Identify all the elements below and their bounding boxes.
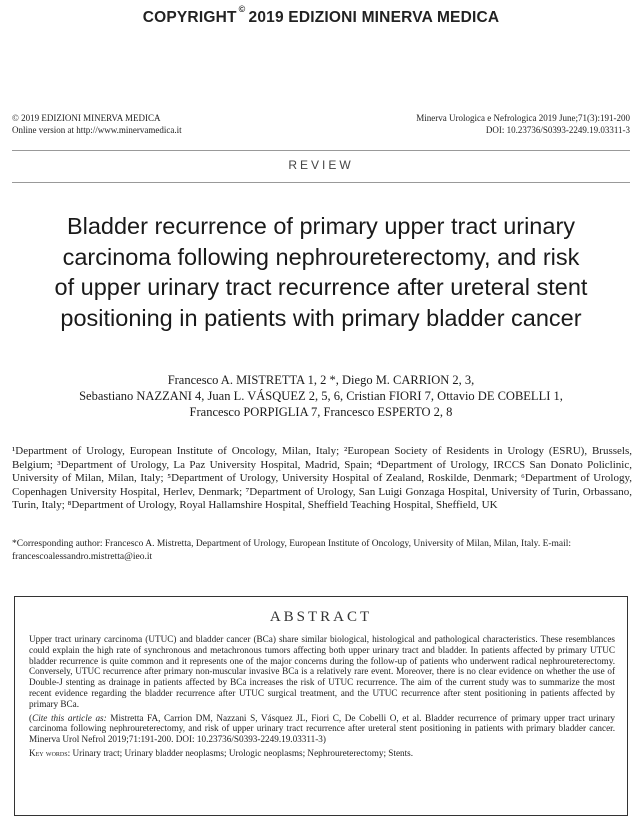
title-line: positioning in patients with primary bladder cancer (60, 304, 582, 331)
affiliations: ¹Department of Urology, European Institute of Oncology, Milan, Italy; ²European Society of Residents in Urology (ESRU), Brussels, Belgium; ³Department of Urology, La Paz University Hospital, Madrid, Spain; ⁴Department of Urology, IRCCS San Donato Policlinic, University of Milan, Milan, Italy; ⁵Department of Urology, University Hospital of Zealand, Roskilde, Denmark; ⁶Department of Urology, Copenhagen University Hospital, Herlev, Denmark; ⁷Department of Urology, San Luigi Gonzaga Hospital, University of Turin, Orbassano, Turin, Italy; ⁸Department of Urology, Royal Hallamshire Hospital, Sheffield Teaching Hospital, Sheffield, UK (12, 445, 632, 512)
copyright-banner (0, 4, 642, 27)
title-line: of upper urinary tract recurrence after ureteral stent (54, 274, 588, 300)
journal-citation: Minerva Urologica e Nefrologica 2019 June;71(3):191-200 (416, 113, 630, 123)
cite-label: Cite this article as: (32, 712, 107, 723)
author-line: Sebastiano NAZZANI 4, Juan L. VÁSQUEZ 2, 5, 6, Cristian FIORI 7, Ottavio DE COBELLI 1, (79, 389, 563, 403)
publisher-meta (12, 112, 182, 136)
article-title (20, 211, 622, 333)
doi: DOI: 10.23736/S0393-2249.19.03311-3 (485, 125, 630, 135)
abstract-text: Upper tract urinary carcinoma (UTUC) and bladder cancer (BCa) share similar biological, histological and pathological characteristics. These resemblances could explain the high rate of synchronous and metachronous tumors affecting both upper urinary tract and bladder. In patients affected by primary UTUC bladder recurrence is quite common and it represents one of the major concerns during the follow-up of patients who underwent radical nephroureterectomy. Conversely, UTUC recurrence after primary non-muscular invasive BCa is a relatively rare event. Moreover, there is no clear evidence on whether the use of Double-J stenting as drainage in patients affected by BCa increases the risk of UTUC recurrence. The aim of the current study was to summarize the most recent evidence regarding the bladder recurrence after UTUC surgical treatment, and the UTUC recurrence after stent positioning in patients affected by primary BCa. (29, 634, 615, 709)
banner-suffix: 2019 EDIZIONI MINERVA MEDICA (248, 9, 500, 27)
cite-text: Mistretta FA, Carrion DM, Nazzani S, Vásquez JL, Fiori C, De Cobelli O, et al. Bladder recurrence of primary upper tract urinary carcinoma following nephroureterectomy, and risk of upper urinary tract recurrence after ureteral stent positioning in patients with primary bladder cancer. Minerva Urol Nefrol 2019;71:191-200. DOI: 10.23736/S0393-2249.19.03311-3) (29, 712, 615, 745)
author-list (12, 372, 630, 420)
online-version-link[interactable]: Online version at http://www.minervamedica.it (12, 125, 182, 135)
citation (29, 713, 615, 745)
title-line: carcinoma following nephroureterectomy, and risk (62, 243, 580, 270)
publisher-copyright: © 2019 EDIZIONI MINERVA MEDICA (12, 113, 161, 123)
keywords-label: Key words: (29, 747, 71, 758)
author-line: Francesco PORPIGLIA 7, Francesco ESPERTO 2, 8 (189, 405, 453, 419)
header-divider (12, 150, 630, 151)
cite-open: ( (29, 712, 33, 723)
title-line: Bladder recurrence of primary upper tract urinary (66, 213, 576, 239)
section-divider (12, 182, 630, 183)
keywords (29, 748, 615, 759)
banner-prefix: COPYRIGHT (142, 9, 237, 27)
corresponding-author: *Corresponding author: Francesco A. Mistretta, Department of Urology, European Institute of Oncology, University of Milan, Milan, Italy. E-mail: francescoalessandro.mistretta@ieo.it (12, 539, 572, 562)
author-line: Francesco A. MISTRETTA 1, 2 *, Diego M. CARRION 2, 3, (167, 373, 475, 387)
section-label: REVIEW (288, 158, 354, 172)
abstract-body (29, 634, 615, 762)
journal-meta (416, 112, 630, 136)
abstract-heading: ABSTRACT (269, 609, 373, 625)
copyright-symbol: © (238, 4, 246, 14)
abstract-box (14, 596, 628, 816)
keywords-text: Urinary tract; Urinary bladder neoplasms; Urologic neoplasms; Nephroureterectomy; Stents. (70, 747, 414, 758)
